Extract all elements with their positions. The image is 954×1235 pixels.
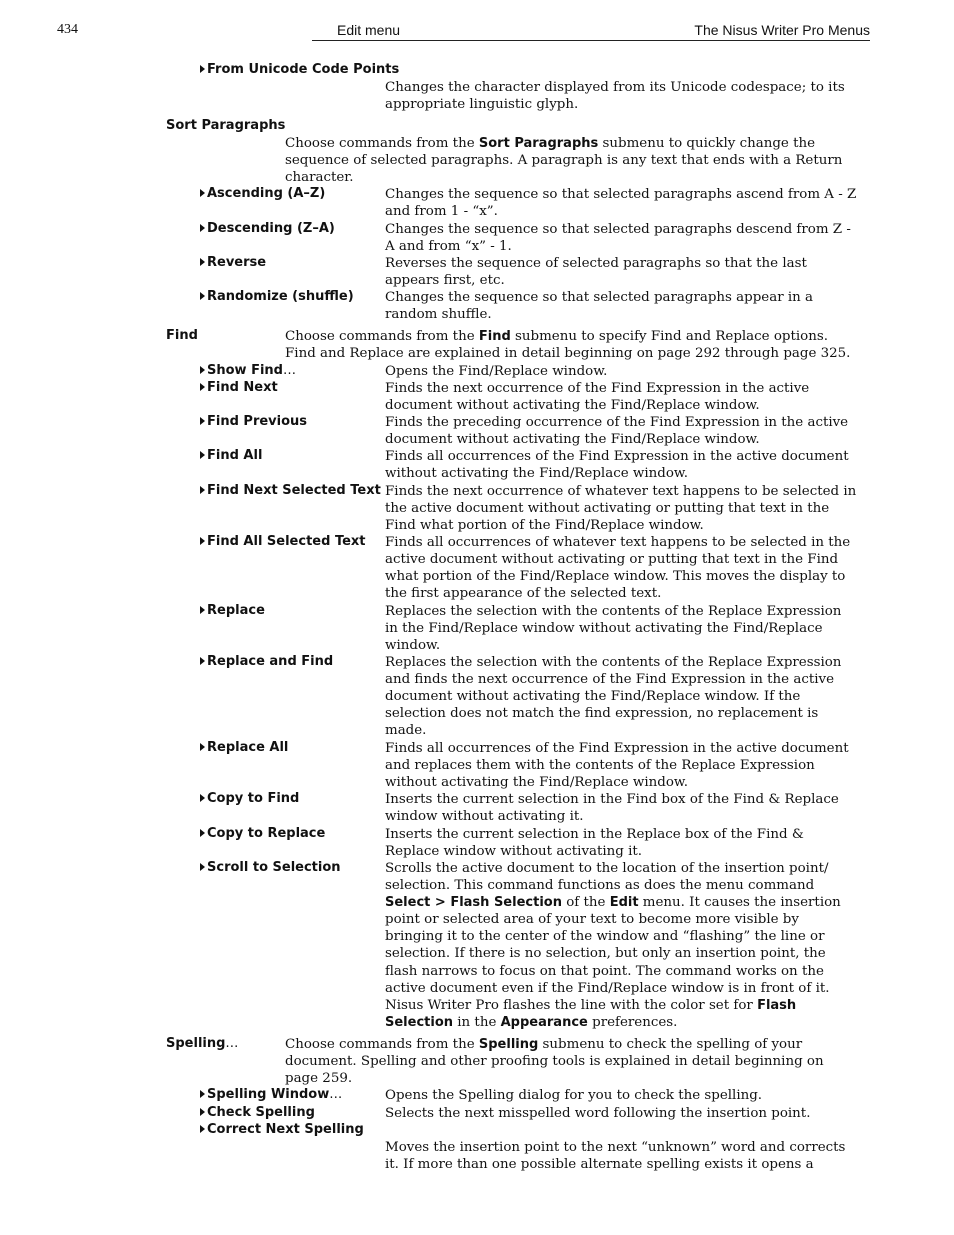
page-number: 434 — [57, 22, 78, 37]
menu-item-find-next-selected-text: Find Next Selected Text — [200, 483, 381, 498]
submenu-arrow-icon — [200, 829, 205, 837]
intro-spelling: Choose commands from the Spelling submenu to check the spelling of your document. Spelling and other proofing tools is explained in detail beginning on page 259. — [285, 1037, 824, 1087]
desc-replace-and-find: Replaces the selection with the contents of the Replace Expression and finds the next occurrence of the Find Expression in the active document without activating the Find/Replace window. If the selection does not match the find expression, no replacement is made. — [385, 655, 842, 739]
menu-item-reverse: Reverse — [200, 255, 266, 270]
running-header-book: The Nisus Writer Pro Menus — [694, 22, 870, 38]
desc-spelling-window: Opens the Spelling dialog for you to check the spelling. — [385, 1088, 763, 1103]
submenu-arrow-icon — [200, 1090, 205, 1098]
desc-find-all-selected-text: Finds all occurrences of whatever text happens to be selected in the active document without activating or putting that text in the Find what portion of the Find/Replace window. This moves the display to the first appearance of the selected text. — [385, 535, 851, 602]
submenu-arrow-icon — [200, 606, 205, 614]
desc-descending: Changes the sequence so that selected paragraphs descend from Z - A and from “x” - 1. — [385, 222, 851, 255]
menu-item-show-find: Show Find… — [200, 363, 296, 378]
desc-scroll-to-selection: Scrolls the active document to the location of the insertion point/ selection. This command functions as does the menu command Select > Flash Selection of the Edit menu. It causes the insertion point or selected area of your text to become more visible by bringing it to the center of the window and “flashing” the line or selection. If there is no selection, but only an insertion point, the flash narrows to focus on that point. The command works on the active document even if the Find/Replace window is in front of it. Nisus Writer Pro flashes the line with the color set for Flash Selection in the Appearance preferences. — [385, 861, 841, 1030]
intro-find: Choose commands from the Find submenu to specify Find and Replace options. Find and Replace are explained in detail beginning on page 292 through page 325. — [285, 329, 851, 362]
menu-item-scroll-to-selection: Scroll to Selection — [200, 860, 341, 875]
heading-spelling: Spelling… — [166, 1036, 239, 1051]
running-header-section: Edit menu — [337, 22, 401, 38]
menu-item-from-unicode: From Unicode Code Points — [200, 62, 399, 77]
menu-item-check-spelling: Check Spelling — [200, 1105, 315, 1120]
desc-from-unicode: Changes the character displayed from its Unicode codespace; to its appropriate linguistic glyph. — [385, 80, 845, 113]
submenu-arrow-icon — [200, 794, 205, 802]
submenu-arrow-icon — [200, 224, 205, 232]
menu-item-find-previous: Find Previous — [200, 414, 307, 429]
menu-item-copy-to-find: Copy to Find — [200, 791, 299, 806]
submenu-arrow-icon — [200, 65, 205, 73]
desc-find-all: Finds all occurrences of the Find Expression in the active document without activating the Find/Replace window. — [385, 449, 849, 482]
desc-find-next: Finds the next occurrence of the Find Expression in the active document without activating the Find/Replace window. — [385, 381, 810, 414]
menu-item-correct-next-spelling: Correct Next Spelling — [200, 1122, 364, 1137]
menu-item-randomize: Randomize (shuffle) — [200, 289, 354, 304]
desc-replace: Replaces the selection with the contents of the Replace Expression in the Find/Replace window without activating the Find/Replace window. — [385, 604, 842, 654]
menu-item-descending: Descending (Z–A) — [200, 221, 335, 236]
menu-item-ascending: Ascending (A–Z) — [200, 186, 325, 201]
desc-copy-to-replace: Inserts the current selection in the Replace box of the Find & Replace window without activating it. — [385, 827, 804, 860]
desc-check-spelling: Selects the next misspelled word following the insertion point. — [385, 1106, 811, 1121]
submenu-arrow-icon — [200, 743, 205, 751]
menu-item-find-next: Find Next — [200, 380, 278, 395]
submenu-arrow-icon — [200, 486, 205, 494]
submenu-arrow-icon — [200, 537, 205, 545]
desc-ascending: Changes the sequence so that selected paragraphs ascend from A - Z and from 1 - “x”. — [385, 187, 857, 220]
menu-item-find-all: Find All — [200, 448, 262, 463]
submenu-arrow-icon — [200, 383, 205, 391]
submenu-arrow-icon — [200, 189, 205, 197]
header-rule — [312, 40, 870, 41]
menu-item-replace-all: Replace All — [200, 740, 288, 755]
desc-replace-all: Finds all occurrences of the Find Expression in the active document and replaces them with the contents of the Replace Expression without activating the Find/Replace window. — [385, 741, 849, 791]
submenu-arrow-icon — [200, 451, 205, 459]
submenu-arrow-icon — [200, 258, 205, 266]
menu-item-find-all-selected-text: Find All Selected Text — [200, 534, 366, 549]
submenu-arrow-icon — [200, 657, 205, 665]
submenu-arrow-icon — [200, 366, 205, 374]
submenu-arrow-icon — [200, 863, 205, 871]
menu-item-replace-and-find: Replace and Find — [200, 654, 333, 669]
heading-find: Find — [166, 328, 198, 343]
menu-item-replace: Replace — [200, 603, 265, 618]
submenu-arrow-icon — [200, 292, 205, 300]
submenu-arrow-icon — [200, 1125, 205, 1133]
menu-item-spelling-window: Spelling Window… — [200, 1087, 342, 1102]
desc-find-next-selected-text: Finds the next occurrence of whatever text happens to be selected in the active document without activating or putting that text in the Find what portion of the Find/Replace window. — [385, 484, 857, 534]
submenu-arrow-icon — [200, 417, 205, 425]
desc-randomize: Changes the sequence so that selected paragraphs appear in a random shuffle. — [385, 290, 814, 323]
desc-reverse: Reverses the sequence of selected paragraphs so that the last appears first, etc. — [385, 256, 807, 289]
submenu-arrow-icon — [200, 1108, 205, 1116]
intro-sort-paragraphs: Choose commands from the Sort Paragraphs submenu to quickly change the sequence of selected paragraphs. A paragraph is any text that ends with a Return character. — [285, 136, 843, 186]
menu-item-copy-to-replace: Copy to Replace — [200, 826, 325, 841]
desc-show-find: Opens the Find/Replace window. — [385, 364, 608, 379]
desc-copy-to-find: Inserts the current selection in the Find box of the Find & Replace window without activating it. — [385, 792, 839, 825]
desc-find-previous: Finds the preceding occurrence of the Find Expression in the active document without activating the Find/Replace window. — [385, 415, 849, 448]
desc-correct-next-spelling: Moves the insertion point to the next “unknown” word and corrects it. If more than one possible alternate spelling exists it opens a — [385, 1140, 846, 1173]
heading-sort-paragraphs: Sort Paragraphs — [166, 118, 286, 133]
